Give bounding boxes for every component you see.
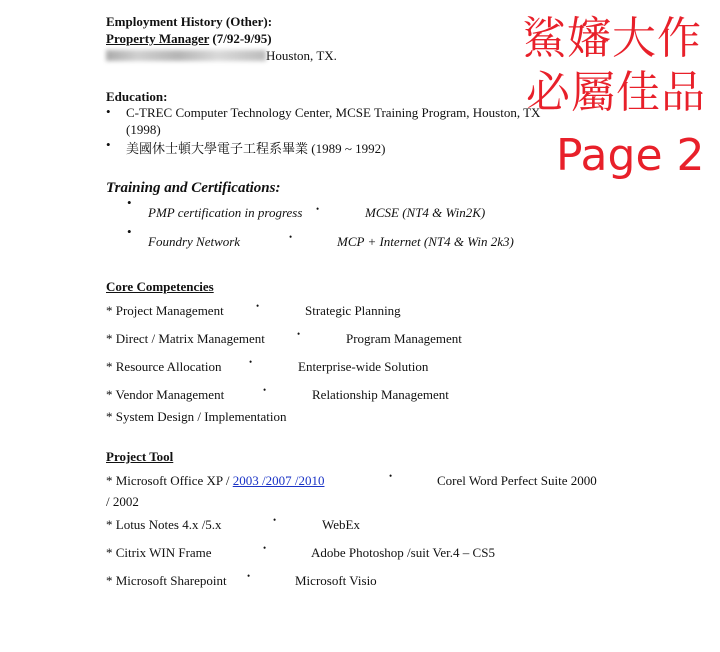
training-heading: Training and Certifications: <box>106 180 281 196</box>
education-item2: 美國休士頓大學電子工程系畢業 (1989 ~ 1992) <box>126 141 386 156</box>
bullet-icon: • <box>289 232 293 242</box>
tools-row4-left: * Microsoft Sharepoint <box>106 573 227 588</box>
core-row1-right: Strategic Planning <box>305 303 401 318</box>
bullet-icon: • <box>247 571 251 581</box>
bullet-icon: • <box>273 515 277 525</box>
bullet-icon: • <box>127 224 132 239</box>
core-row1-left: * Project Management <box>106 303 224 318</box>
tools-row1-right: Corel Word Perfect Suite 2000 <box>437 473 597 488</box>
employment-role-line <box>106 31 272 47</box>
tools-row3-right: Adobe Photoshop /suit Ver.4 – CS5 <box>311 545 495 560</box>
office-versions-link[interactable]: 2003 /2007 /2010 <box>232 473 325 488</box>
core-heading: Core Competencies <box>106 279 214 294</box>
tools-row3-left: * Citrix WIN Frame <box>106 545 212 560</box>
training-row2-left: Foundry Network <box>148 234 241 249</box>
tools-row2-left: * Lotus Notes 4.x /5.x <box>106 517 222 532</box>
core-row4-right: Relationship Management <box>312 387 449 402</box>
bullet-icon: • <box>297 329 301 339</box>
training-row1-left: PMP certification in progress <box>148 205 303 220</box>
core-row2-right: Program Management <box>346 331 462 346</box>
bullet-icon: • <box>263 543 267 553</box>
bullet-icon: • <box>389 471 393 481</box>
bullet-icon: • <box>127 195 132 210</box>
tools-row2-right: WebEx <box>322 517 360 532</box>
employment-role: Property Manager <box>106 31 210 46</box>
tools-heading: Project Tool <box>106 449 174 464</box>
employment-location: Houston, TX. <box>266 48 337 63</box>
bullet-icon: • <box>106 137 111 152</box>
bullet-icon: • <box>256 301 260 311</box>
bullet-icon: • <box>249 357 253 367</box>
bullet-icon: • <box>106 104 111 119</box>
education-item1-line2: (1998) <box>126 122 161 137</box>
employment-dates: (7/92-9/95) <box>209 31 272 46</box>
core-row5-left: * System Design / Implementation <box>106 409 287 424</box>
watermark-line2: 必屬佳品 <box>526 67 706 118</box>
core-row3-right: Enterprise-wide Solution <box>298 359 429 374</box>
tools-row1-continuation: / 2002 <box>106 494 139 509</box>
tools-row4-right: Microsoft Visio <box>295 573 377 588</box>
bullet-icon: • <box>263 385 267 395</box>
education-heading: Education: <box>106 89 168 104</box>
core-row4-left: * Vendor Management <box>106 387 225 402</box>
training-row2-right: MCP + Internet (NT4 & Win 2k3) <box>337 234 514 249</box>
page-number-label: Page 2 <box>556 130 705 181</box>
employment-heading: Employment History (Other): <box>106 14 273 29</box>
redacted-employer <box>106 50 266 61</box>
tools-row1-prefix: * Microsoft Office XP / <box>106 473 233 488</box>
core-row3-left: * Resource Allocation <box>106 359 222 374</box>
tools-row1-left <box>106 473 324 489</box>
employment-location-line <box>106 48 337 64</box>
core-row2-left: * Direct / Matrix Management <box>106 331 265 346</box>
bullet-icon: • <box>316 204 320 214</box>
watermark-line1: 鯊嬸大作 <box>522 13 702 64</box>
training-row1-right: MCSE (NT4 & Win2K) <box>365 205 486 220</box>
education-item1-line1: C-TREC Computer Technology Center, MCSE Training Program, Houston, TX <box>126 105 541 120</box>
